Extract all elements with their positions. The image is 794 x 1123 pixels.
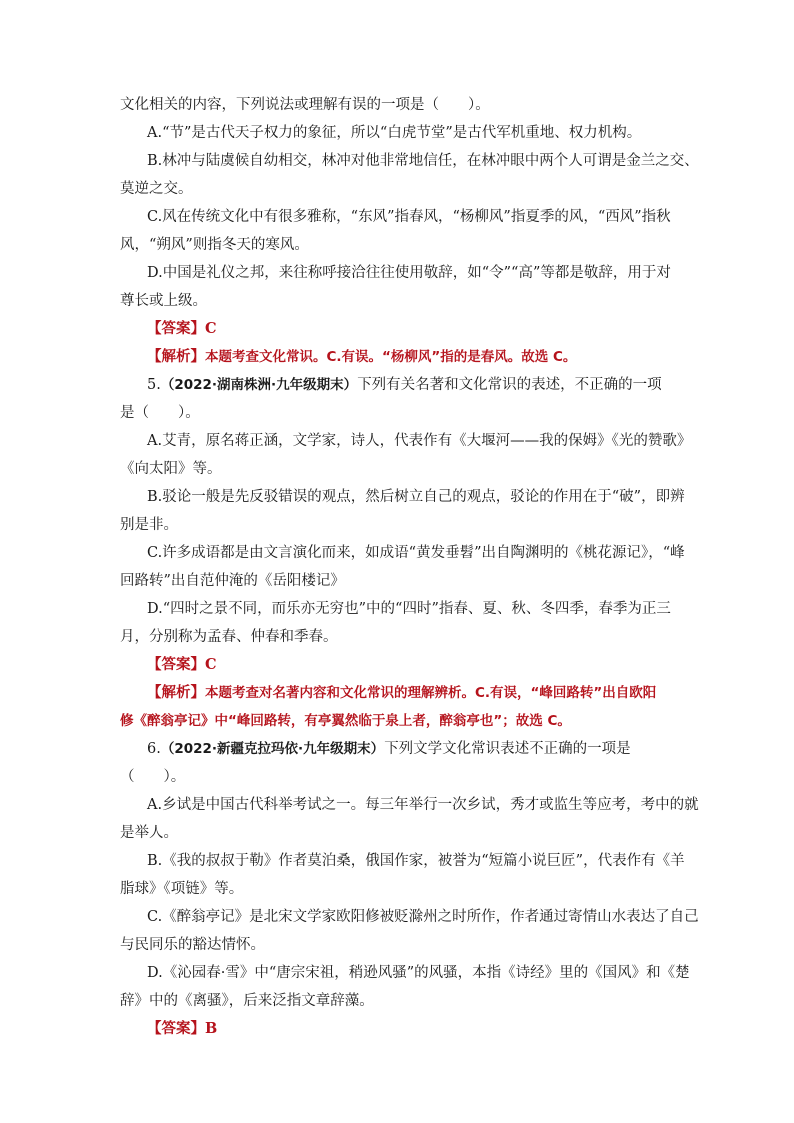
option-a: A.乡试是中国古代科举考试之一。每三年举行一次乡试，秀才或监生等应考，考中的就	[147, 797, 699, 813]
explanation-line	[147, 348, 576, 366]
question-number: 5.	[147, 377, 161, 393]
answer-label: 【答案】	[147, 1020, 205, 1037]
question-stem-continuation: 文化相关的内容，下列说法或理解有误的一项是（ ）。	[120, 97, 490, 113]
question-stem-cont: 是（ ）。	[120, 405, 200, 421]
question-5-stem	[147, 376, 662, 394]
option-d-cont: 尊长或上级。	[120, 293, 207, 309]
question-source: （2022·新疆克拉玛依·九年级期末）	[160, 741, 385, 757]
answer-value: B	[205, 1020, 218, 1037]
answer-label: 【答案】	[147, 320, 205, 337]
question-text: 下列有关名著和文化常识的表述，不正确的一项	[357, 377, 662, 393]
option-c: C.风在传统文化中有很多雅称，“东风”指春风，“杨柳风”指夏季的风，“西风”指秋	[147, 209, 671, 225]
question-stem-cont: （ ）。	[120, 769, 186, 785]
option-d-cont: 月，分别称为孟春、仲春和季春。	[120, 629, 338, 645]
answer-value: C	[205, 320, 217, 337]
answer-value: C	[205, 656, 217, 673]
option-a: A.艾青，原名蒋正涵，文学家，诗人，代表作有《大堰河——我的保姆》《光的赞歌》	[147, 433, 692, 449]
option-b: B.林冲与陆虞候自幼相交，林冲对他非常地信任，在林冲眼中两个人可谓是金兰之交、	[147, 153, 699, 169]
option-a-cont: 是举人。	[120, 825, 178, 841]
answer-line	[147, 320, 217, 338]
explanation-text: 本题考查文化常识。C.有误。“杨柳风”指的是春风。故选 C。	[205, 349, 577, 365]
explanation-text-cont: 修《醉翁亭记》中“峰回路转，有亭翼然临于泉上者，醉翁亭也”；故选 C。	[120, 713, 571, 729]
explanation-label: 【解析】	[147, 684, 205, 701]
option-c-cont: 回路转”出自范仲淹的《岳阳楼记》	[120, 573, 345, 589]
option-d: D.中国是礼仪之邦，来往称呼接洽往往使用敬辞，如“令”“高”等都是敬辞，用于对	[147, 265, 671, 281]
option-a: A.“节”是古代天子权力的象征，所以“白虎节堂”是古代军机重地、权力机构。	[147, 125, 642, 141]
explanation-line	[147, 684, 656, 702]
answer-label: 【答案】	[147, 656, 205, 673]
option-b: B.驳论一般是先反驳错误的观点，然后树立自己的观点，驳论的作用在于“破”，即辨	[147, 489, 685, 505]
option-c: C.《醉翁亭记》是北宋文学家欧阳修被贬滁州之时所作，作者通过寄情山水表达了自己	[147, 909, 699, 925]
question-source: （2022·湖南株洲·九年级期末）	[160, 377, 358, 393]
option-c: C.许多成语都是由文言演化而来，如成语“黄发垂髫”出自陶渊明的《桃花源记》，“峰	[147, 545, 685, 561]
option-d: D.《沁园春·雪》中“唐宗宋祖，稍逊风骚”的风骚，本指《诗经》里的《国风》和《楚	[147, 965, 690, 981]
explanation-text: 本题考查对名著内容和文化常识的理解辨析。C.有误，“峰回路转”出自欧阳	[205, 685, 657, 701]
answer-line	[147, 656, 217, 674]
option-b-cont: 脂球》《项链》等。	[120, 881, 244, 897]
option-d: D.“四时之景不同，而乐亦无穷也”中的“四时”指春、夏、秋、冬四季，春季为正三	[147, 601, 671, 617]
explanation-label: 【解析】	[147, 348, 205, 365]
option-c-cont: 风，“朔风”则指冬天的寒风。	[120, 237, 309, 253]
question-text: 下列文学文化常识表述不正确的一项是	[384, 741, 631, 757]
question-number: 6.	[147, 741, 161, 757]
option-c-cont: 与民同乐的豁达情怀。	[120, 937, 265, 953]
option-a-cont: 《向太阳》等。	[120, 461, 222, 477]
option-b: B.《我的叔叔于勒》作者莫泊桑，俄国作家，被誉为“短篇小说巨匠”，代表作有《羊	[147, 853, 685, 869]
question-6-stem	[147, 740, 631, 758]
option-b-cont: 别是非。	[120, 517, 178, 533]
option-d-cont: 辞》中的《离骚》，后来泛指文章辞藻。	[120, 993, 374, 1009]
answer-line	[147, 1020, 217, 1038]
option-b-cont: 莫逆之交。	[120, 181, 193, 197]
